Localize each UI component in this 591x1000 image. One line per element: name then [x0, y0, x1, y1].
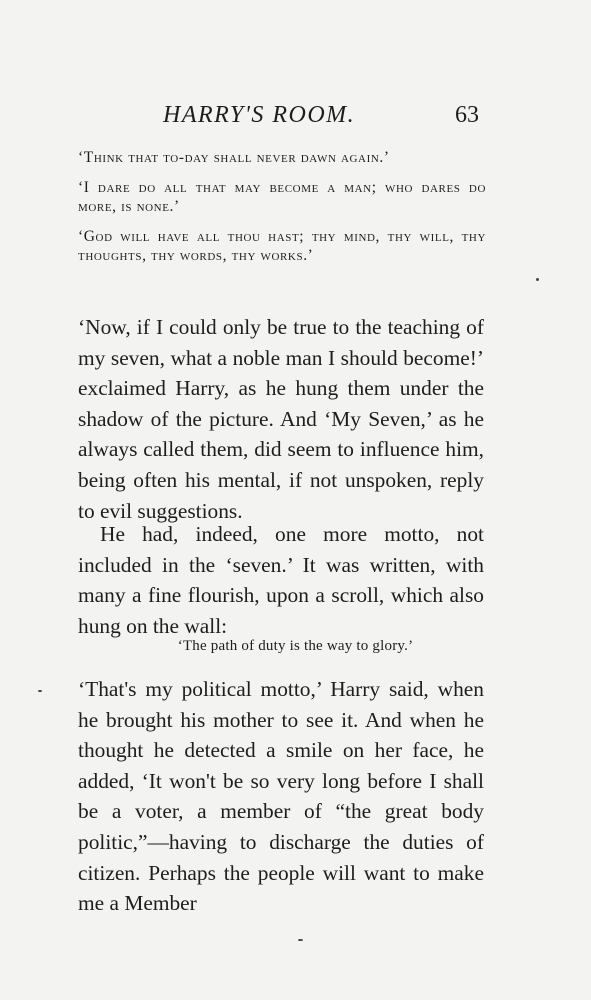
page-number: 63 — [455, 102, 479, 128]
paragraph-political-motto: ‘That's my political motto,’ Harry said, when he brought his mother to see it. And when he thought he detected a smile on her face, he added, ‘It won't be so very long before I shall be a voter, a member of “the great body politic,”—having to discharge the duties of citizen. Perhaps the people will want to make me a Member — [78, 677, 484, 916]
running-title: HARRY'S ROOM. — [163, 102, 356, 128]
print-speck — [38, 690, 42, 692]
motto-item: ‘I dare do all that may become a man; who dares do more, is none.’ — [78, 179, 486, 215]
motto-item: ‘Think that to-day shall never dawn again.’ — [78, 149, 390, 166]
print-speck — [536, 278, 539, 281]
scroll-quote: ‘The path of duty is the way to glory.’ — [177, 638, 414, 654]
page-header — [0, 100, 591, 136]
paragraph-my-seven: ‘Now, if I could only be true to the teaching of my seven, what a noble man I should become!’ exclaimed Harry, as he hung them under the shadow of the picture. And ‘My Seven,’ as he always called them, did seem to influence him, being often his mental, if not unspoken, reply to evil suggestions. — [78, 315, 484, 523]
print-speck — [298, 939, 303, 941]
paragraph-one-more-motto: He had, indeed, one more motto, not included in the ‘seven.’ It was written, with many a fine flourish, upon a scroll, which also hung on the wall: — [78, 522, 484, 638]
motto-list — [78, 148, 486, 276]
motto-item: ‘God will have all thou hast; thy mind, thy will, thy thoughts, thy words, thy works.’ — [78, 228, 486, 264]
